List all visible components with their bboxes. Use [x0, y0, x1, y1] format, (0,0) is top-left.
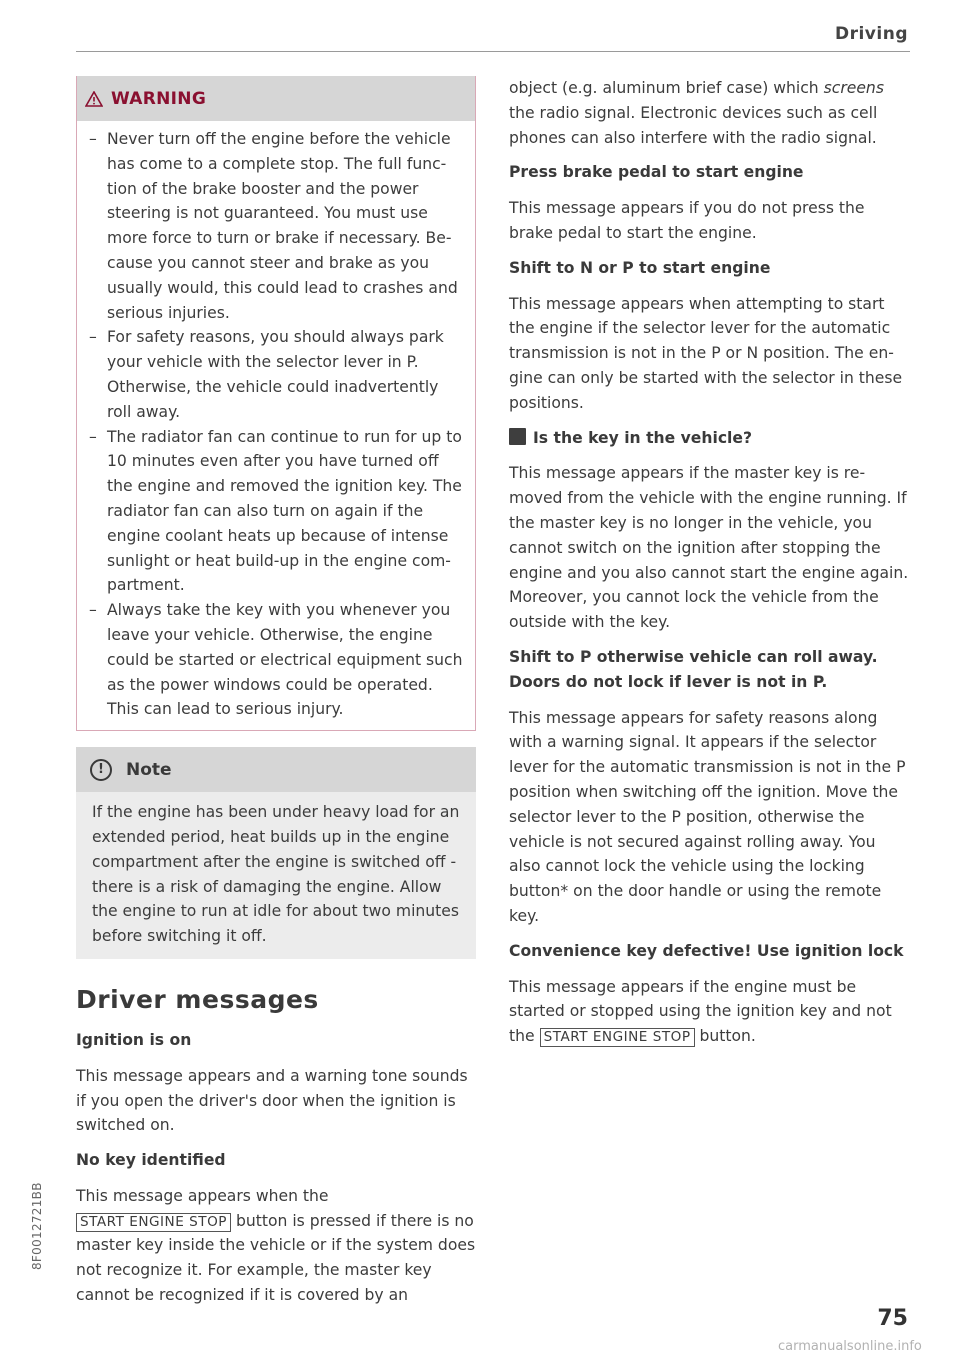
key-in-vehicle-title: Is the key in the vehicle?	[533, 428, 753, 447]
shift-n-p-title: Shift to N or P to start engine	[509, 258, 771, 277]
convenience-key-text-after: button.	[699, 1027, 756, 1046]
warning-list	[85, 127, 463, 722]
key-indicator-icon	[509, 428, 526, 445]
section-title: Driving	[834, 24, 908, 44]
warning-item: – Never turn off the engine before the vehicle has come to a complete stop. The full function of the brake booster and the power steering is not guaranteed. You must use more force to turn or brake if necessary. Because you cannot steer and brake as you usually would, this could lead to crashes and serious injuries.	[85, 127, 463, 325]
no-key-text-before: This message appears when the	[76, 1186, 329, 1205]
warning-item: – For safety reasons, you should always park your vehicle with the selector lever in P. Otherwise, the vehicle could inadvertently roll away.	[85, 325, 463, 424]
press-brake-title: Press brake pedal to start engine	[509, 163, 804, 182]
shift-n-p-text: This message appears when attempting to start the engine if the selector lever for the automatic transmission is not in the P or N position. The engine can only be started with the selector in these positions.	[509, 294, 903, 412]
note-text: If the engine has been under heavy load for an extended period, heat builds up in the engine compartment after the engine is switched off - there is a risk of damaging the engine. Allow the engine to run at idle for about two minutes before switching it off.	[92, 803, 460, 946]
warning-item: – Always take the key with you whenever you leave your vehicle. Otherwise, the engine could be started or electrical equipment such as the power windows could be operated. This can lead to serious injury.	[85, 598, 463, 722]
no-key-text-after: button is pressed if there is no master key inside the vehicle or if the system does not recognize it. For example, the master key cannot be recognized if it is covered by an	[76, 1211, 476, 1305]
document-code: 8F0012721BB	[30, 1182, 44, 1270]
warning-item: – The radiator fan can continue to run for up to 10 minutes even after you have turned off the engine and removed the ignition key. The radiator fan can also turn on again if the engine coolant heats up because of intense sunlight or heat build-up in the engine compartment.	[85, 425, 463, 599]
note-header	[76, 747, 476, 792]
warning-body	[77, 121, 475, 730]
key-in-vehicle-title-row	[509, 426, 909, 451]
key-in-vehicle-text: This message appears if the master key is removed from the vehicle with the engine running. If the master key is no longer in the vehicle, you cannot switch on the ignition after stopping the engine and you also cannot start the engine again. Moreover, you cannot lock the vehicle from the outside with the key.	[509, 464, 909, 632]
warning-triangle-icon	[85, 91, 103, 107]
shift-p-text: This message appears for safety reasons along with a warning signal. It appears if the selector lever for the automatic transmission is not in the P position when switching off the ignition. Move the selector lever to the P position, otherwise the vehicle is not secured against rolling away. You also cannot lock the vehicle using the locking button* on the door handle or using the remote key.	[509, 708, 906, 925]
ignition-on-text: This message appears and a warning tone sounds if you open the driver's door when the ignition is switched on.	[76, 1066, 468, 1135]
no-key-text	[76, 1184, 476, 1308]
ignition-on-title: Ignition is on	[76, 1030, 192, 1049]
note-body	[76, 792, 476, 959]
start-engine-stop-key-label: START ENGINE STOP	[540, 1028, 695, 1047]
warning-header	[77, 76, 475, 121]
convenience-key-title: Convenience key defective! Use ignition lock	[509, 941, 904, 960]
shift-p-title: Shift to P otherwise vehicle can roll away. Doors do not lock if lever is not in P.	[509, 647, 878, 691]
convenience-key-text	[509, 975, 909, 1049]
note-label: Note	[126, 759, 172, 780]
no-key-title: No key identified	[76, 1151, 226, 1170]
warning-box	[76, 76, 476, 731]
note-exclamation-icon: !	[90, 759, 112, 781]
convenience-key-text-before: This message appears if the engine must be started or stopped using the ignition key and not the	[509, 977, 892, 1046]
continued-emphasis: screens	[823, 79, 884, 97]
watermark: carmanualsonline.info	[778, 1339, 922, 1354]
header-rule	[76, 51, 910, 52]
driver-messages-heading: Driver messages	[76, 984, 319, 1014]
page-number: 75	[877, 1306, 908, 1331]
press-brake-text: This message appears if you do not press the brake pedal to start the engine.	[509, 199, 865, 242]
warning-label: WARNING	[111, 88, 207, 109]
right-column	[509, 76, 909, 1049]
continued-before: object (e.g. aluminum brief case) which	[509, 79, 819, 97]
continued-text	[509, 76, 909, 150]
left-column	[76, 76, 476, 1308]
note-box	[76, 747, 476, 959]
continued-after: the radio signal. Electronic devices such as cell phones can also interfere with the radio signal.	[509, 103, 878, 147]
start-engine-stop-key-label: START ENGINE STOP	[76, 1213, 231, 1232]
